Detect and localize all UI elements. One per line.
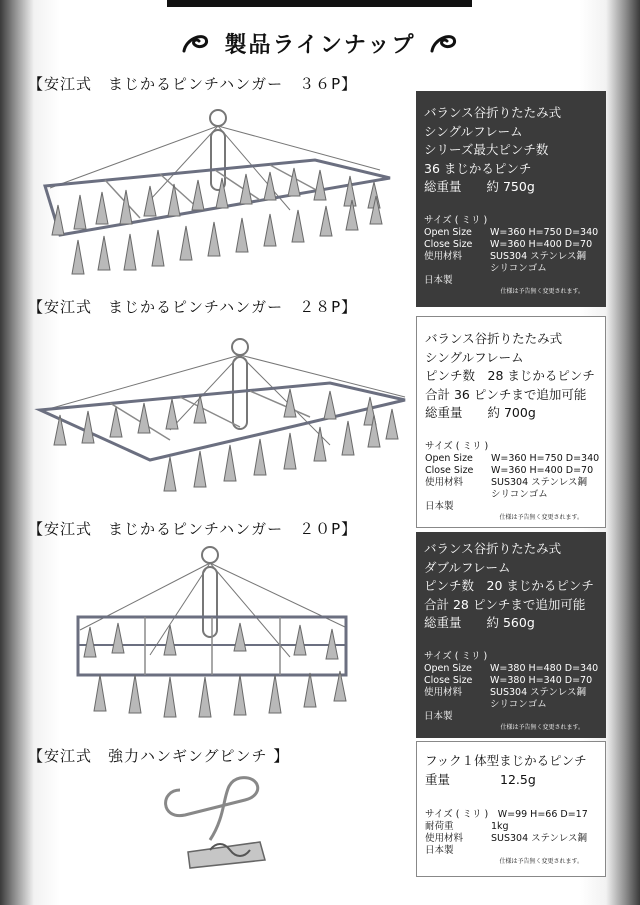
spec-line: 総重量 約 700g: [425, 405, 536, 420]
spec-row: シリコンゴム: [490, 698, 547, 710]
spec-line: バランス谷折りたたみ式: [425, 331, 563, 346]
spec-line: 総重量 約 750g: [424, 179, 535, 194]
disclaimer-note: 仕様は予告無く変更されます。: [499, 513, 583, 521]
spec-row: シリコンゴム: [491, 488, 548, 500]
disclaimer-note: 仕様は予告無く変更されます。: [500, 723, 584, 731]
spec-row: 使用材料 SUS304 ステンレス鋼: [425, 476, 587, 488]
section-heading-28p: 【安江式 まじかるピンチハンガー ２８P】: [28, 298, 358, 316]
section-heading-36p: 【安江式 まじかるピンチハンガー ３６P】: [28, 75, 358, 93]
spec-line: シングルフレーム: [425, 349, 524, 365]
size-label: サイズ ( ミリ ): [424, 214, 488, 226]
section-heading-20p: 【安江式 まじかるピンチハンガー ２０P】: [28, 520, 358, 538]
spec-row: Close Size W=360 H=400 D=70: [425, 464, 594, 476]
hanger-28p-photo: [30, 325, 410, 510]
spec-line: 36 まじかるピンチ: [424, 160, 532, 176]
section-heading-pinch: 【安江式 強力ハンギングピンチ 】: [28, 747, 290, 765]
spec-row: Open Size W=380 H=480 D=340: [424, 662, 599, 674]
spec-row: 日本製: [425, 845, 454, 856]
spec-row: 耐荷重 1kg: [425, 821, 509, 832]
spec-line: 合計 28 ピンチまで追加可能: [424, 596, 586, 612]
spec-line: ピンチ数 28 まじかるピンチ: [425, 368, 595, 383]
disclaimer-note: 仕様は予告無く変更されます。: [500, 287, 584, 295]
top-bar: [167, 0, 472, 7]
hanger-36p-photo: [30, 100, 410, 285]
spec-line: ピンチ数 20 まじかるピンチ: [424, 578, 594, 593]
spec-line: シングルフレーム: [424, 123, 523, 139]
spec-line: シリーズ最大ピンチ数: [424, 142, 549, 157]
spec-box-pinch: [416, 741, 606, 877]
spec-row: 使用材料 SUS304 ステンレス鋼: [424, 686, 586, 698]
spec-box-28p: [416, 316, 606, 528]
spec-row: 使用材料 SUS304 ステンレス鋼: [425, 833, 587, 844]
size-label: サイズ ( ミリ ): [424, 650, 488, 662]
spec-line: 重量 12.5g: [425, 771, 536, 787]
page-title: 製品ラインナップ: [224, 33, 416, 58]
spec-row: 日本製: [424, 710, 453, 722]
spec-row: 日本製: [425, 500, 454, 512]
spec-row: Open Size W=360 H=750 D=340: [425, 452, 600, 464]
spec-row: Close Size W=380 H=340 D=70: [424, 674, 593, 686]
spec-row: シリコンゴム: [490, 262, 547, 274]
spec-line: 合計 36 ピンチまで追加可能: [425, 386, 587, 402]
spec-line: 総重量 約 560g: [424, 615, 535, 630]
spec-row: Open Size W=360 H=750 D=340: [424, 226, 599, 238]
spec-box-20p: [416, 532, 606, 738]
spec-line: フック１体型まじかるピンチ: [425, 753, 587, 768]
size-label: サイズ ( ミリ ) W=99 H=66 D=17: [425, 809, 588, 820]
spec-row: 日本製: [424, 274, 453, 286]
swirl-ornament-icon: [428, 31, 458, 55]
spec-line: ダブルフレーム: [424, 559, 511, 575]
size-label: サイズ ( ミリ ): [425, 440, 489, 452]
spec-row: Close Size W=360 H=400 D=70: [424, 238, 593, 250]
spec-line: バランス谷折りたたみ式: [424, 105, 562, 120]
disclaimer-note: 仕様は予告無く変更されます。: [499, 858, 583, 865]
hanging-pinch-photo: [150, 770, 300, 880]
hanger-20p-photo: [60, 545, 360, 735]
spec-line: バランス谷折りたたみ式: [424, 541, 562, 556]
spec-row: 使用材料 SUS304 ステンレス鋼: [424, 250, 586, 262]
spec-box-36p: [416, 91, 606, 307]
